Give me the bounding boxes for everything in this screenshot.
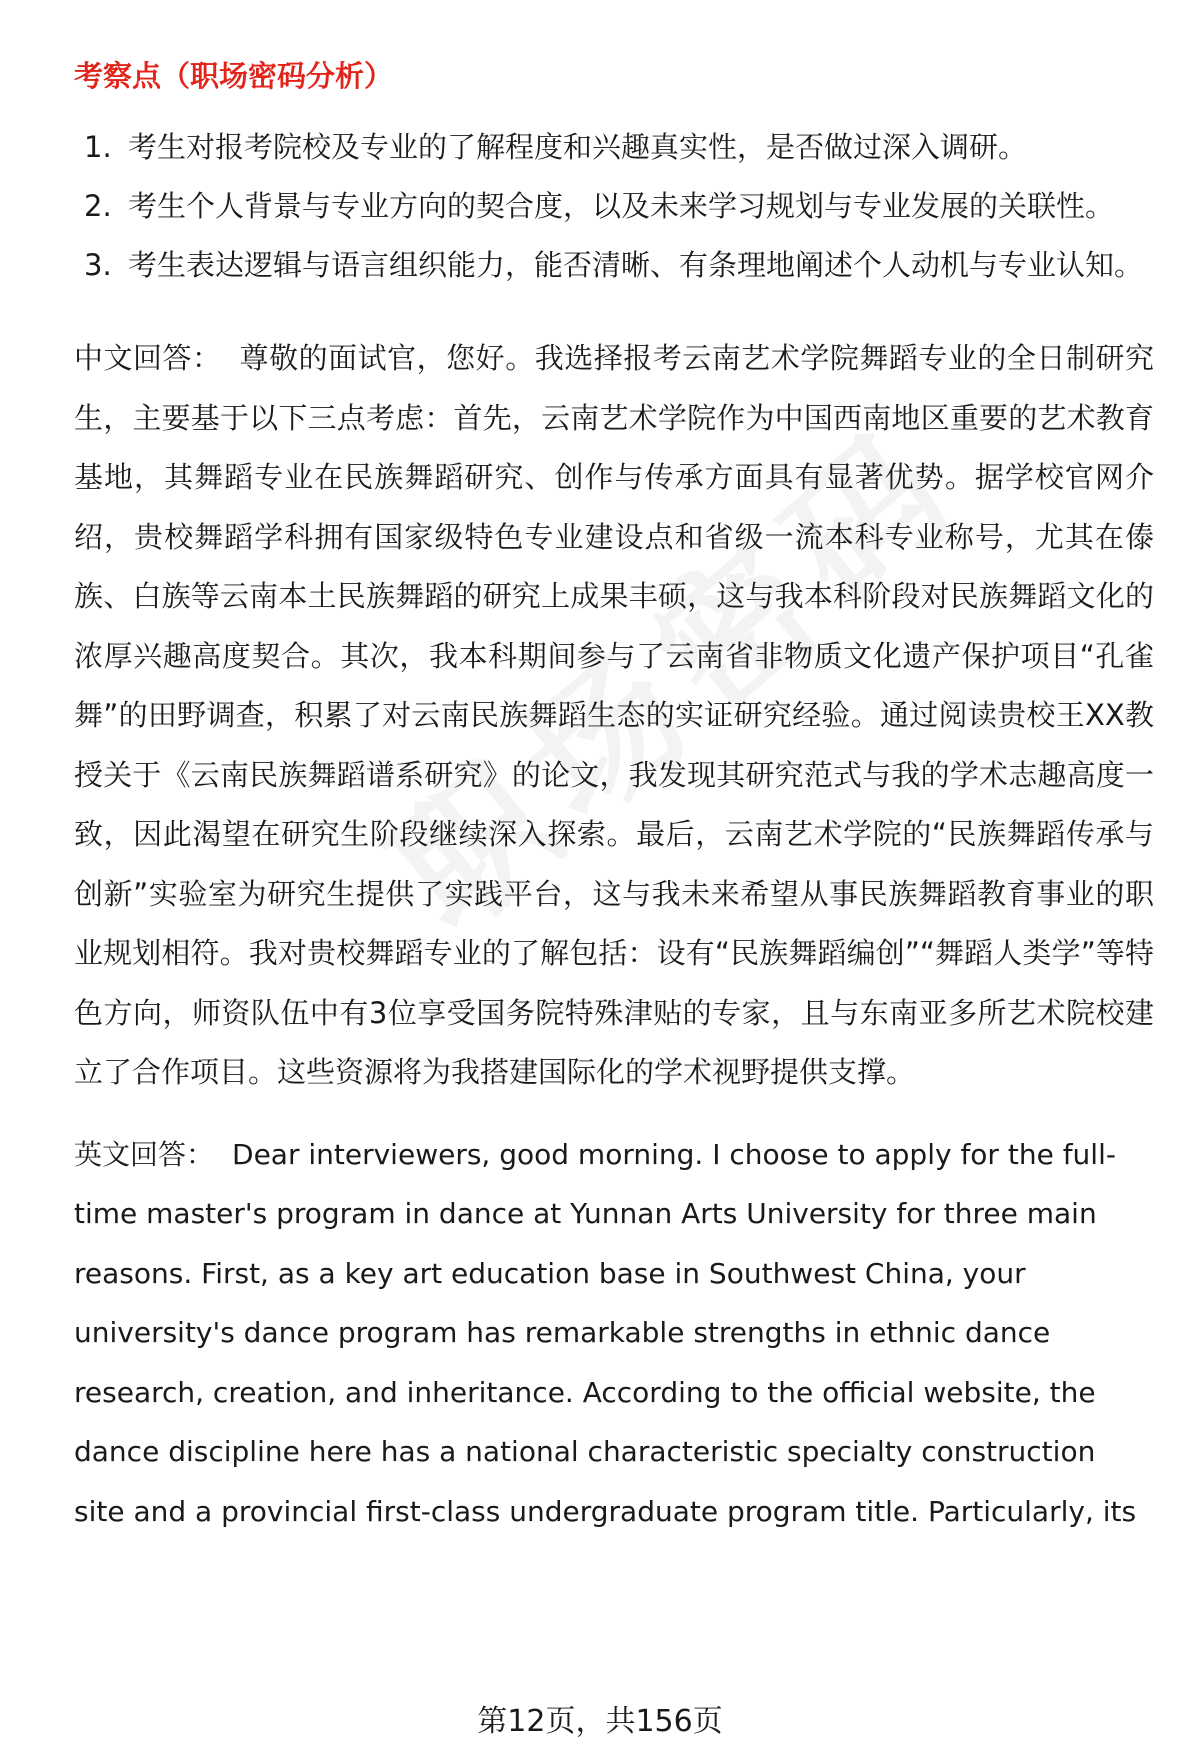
list-item (74, 177, 1188, 236)
chinese-answer-text: 尊敬的面试官，您好。我选择报考云南艺术学院舞蹈专业的全日制研究生，主要基于以下三点考虑：首先，云南艺术学院作为中国西南地区重要的艺术教育基地，其舞蹈专业在民族舞蹈研究、创作与传承方面具有显著优势。据学校官网介绍，贵校舞蹈学科拥有国家级特色专业建设点和省级一流本科专业称号，尤其在傣族、白族等云南本土民族舞蹈的研究上成果丰硕，这与我本科阶段对民族舞蹈文化的浓厚兴趣高度契合。其次，我本科期间参与了云南省非物质文化遗产保护项目“孔雀舞”的田野调查，积累了对云南民族舞蹈生态的实证研究经验。通过阅读贵校王XX教授关于《云南民族舞蹈谱系研究》的论文，我发现其研究范式与我的学术志趣高度一致，因此渴望在研究生阶段继续深入探索。最后，云南艺术学院的“民族舞蹈传承与创新”实验室为研究生提供了实践平台，这与我未来希望从事民族舞蹈教育事业的职业规划相符。我对贵校舞蹈专业的了解包括：设有“民族舞蹈编创”“舞蹈人类学”等特色方向，师资队伍中有3位享受国务院特殊津贴的专家，且与东南亚多所艺术院校建立了合作项目。这些资源将为我搭建国际化的学术视野提供支撑。 (74, 341, 1154, 1089)
list-item-number: 3. (84, 248, 112, 282)
list-item (74, 118, 1188, 177)
list-item-text: 考生个人背景与专业方向的契合度，以及未来学习规划与专业发展的关联性。 (128, 189, 1115, 223)
page-number: 第12页，共156页 (477, 1704, 723, 1739)
document-page (74, 56, 1154, 1563)
english-answer-label: 英文回答： (74, 1137, 215, 1171)
english-answer-text: Dear interviewers, good morning. I choose to apply for the full-time master's program in dance at Yunnan Arts University for three main reasons. First, as a key art education base in Southwest China, your university's dance program has remarkable strengths in ethnic dance research, creation, and inheritance. According to the official website, the dance discipline here has a national characteristic specialty construction site and a provincial first-class undergraduate program title. Particularly, its (74, 1137, 1137, 1528)
chinese-answer-label: 中文回答： (74, 341, 222, 375)
assessment-points-list (74, 118, 1154, 295)
section-title: 考察点（职场密码分析） (74, 59, 394, 93)
list-item (74, 236, 1188, 295)
list-item-number: 2. (84, 189, 112, 223)
english-answer (74, 1125, 1154, 1542)
list-item-text: 考生表达逻辑与语言组织能力，能否清晰、有条理地阐述个人动机与专业认知。 (128, 248, 1144, 282)
list-item-text: 考生对报考院校及专业的了解程度和兴趣真实性，是否做过深入调研。 (128, 130, 1028, 164)
chinese-answer (74, 329, 1154, 1103)
list-item-number: 1. (84, 130, 112, 164)
